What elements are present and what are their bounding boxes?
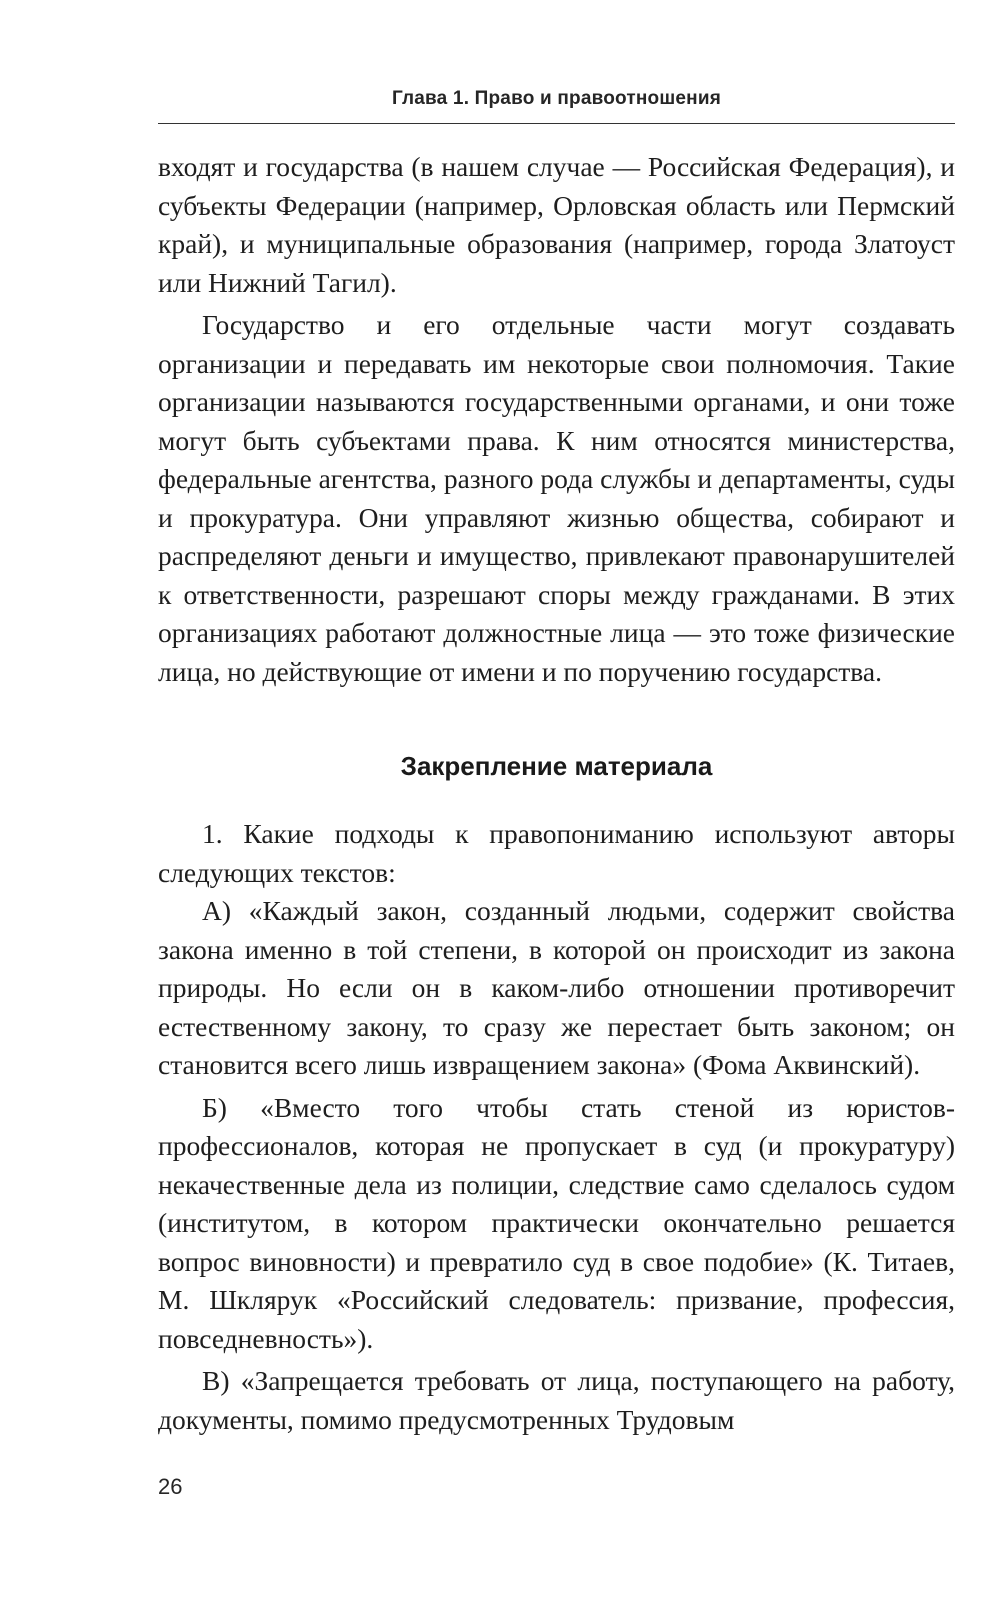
body-text xyxy=(158,148,955,1439)
quote-b: Б) «Вместо того чтобы стать стеной из юристов-профессионалов, которая не пропускает в суд (и прокуратуру) некачественные дела из полиции, следствие само сделалось судом (институтом, в котором практически окончательно решается вопрос виновности) и превратило суд в свое подобие» (К. Титаев, М. Шклярук «Российский следователь: призвание, профессия, повседневность»). xyxy=(158,1091,955,1354)
section-title: Закрепление материала xyxy=(400,751,713,781)
running-head: Глава 1. Право и правоотношения xyxy=(391,88,721,109)
header-rule xyxy=(158,123,955,124)
quote-c: В) «Запрещается требовать от лица, поступающего на работу, документы, помимо предусмотренных Трудовым xyxy=(158,1365,955,1435)
paragraph-state-bodies: Государство и его отдельные части могут создавать организации и передавать им некоторые свои полномочия. Такие организации называются государственными органами, и они тоже могут быть субъектами права. К ним относятся министерства, федеральные агентства, разного рода службы и департаменты, суды и прокуратура. Они управляют жизнью общества, собирают и распределяют деньги и имущество, привлекают правонарушителей к ответственности, разрешают споры между гражданами. В этих организациях работают должностные лица — это тоже физические лица, но действующие от имени и по поручению государства. xyxy=(158,309,955,687)
paragraph-continuation: входят и государства (в нашем случае — Российская Федерация), и субъекты Федерации (например, Орловская область или Пермский край), и муниципальные образования (например, города Златоуст или Нижний Тагил). xyxy=(158,151,955,298)
quote-a: А) «Каждый закон, созданный людьми, содержит свойства закона именно в той степени, в которой он происходит из закона природы. Но если он в каком-либо отношении противоречит естественному закону, то сразу же перестает быть законом; он становится всего лишь извращением закона» (Фома Аквинский). xyxy=(158,895,955,1080)
page-number: 26 xyxy=(158,1474,183,1499)
exercise-question-1: 1. Какие подходы к правопониманию используют авторы следующих текстов: xyxy=(158,818,955,888)
